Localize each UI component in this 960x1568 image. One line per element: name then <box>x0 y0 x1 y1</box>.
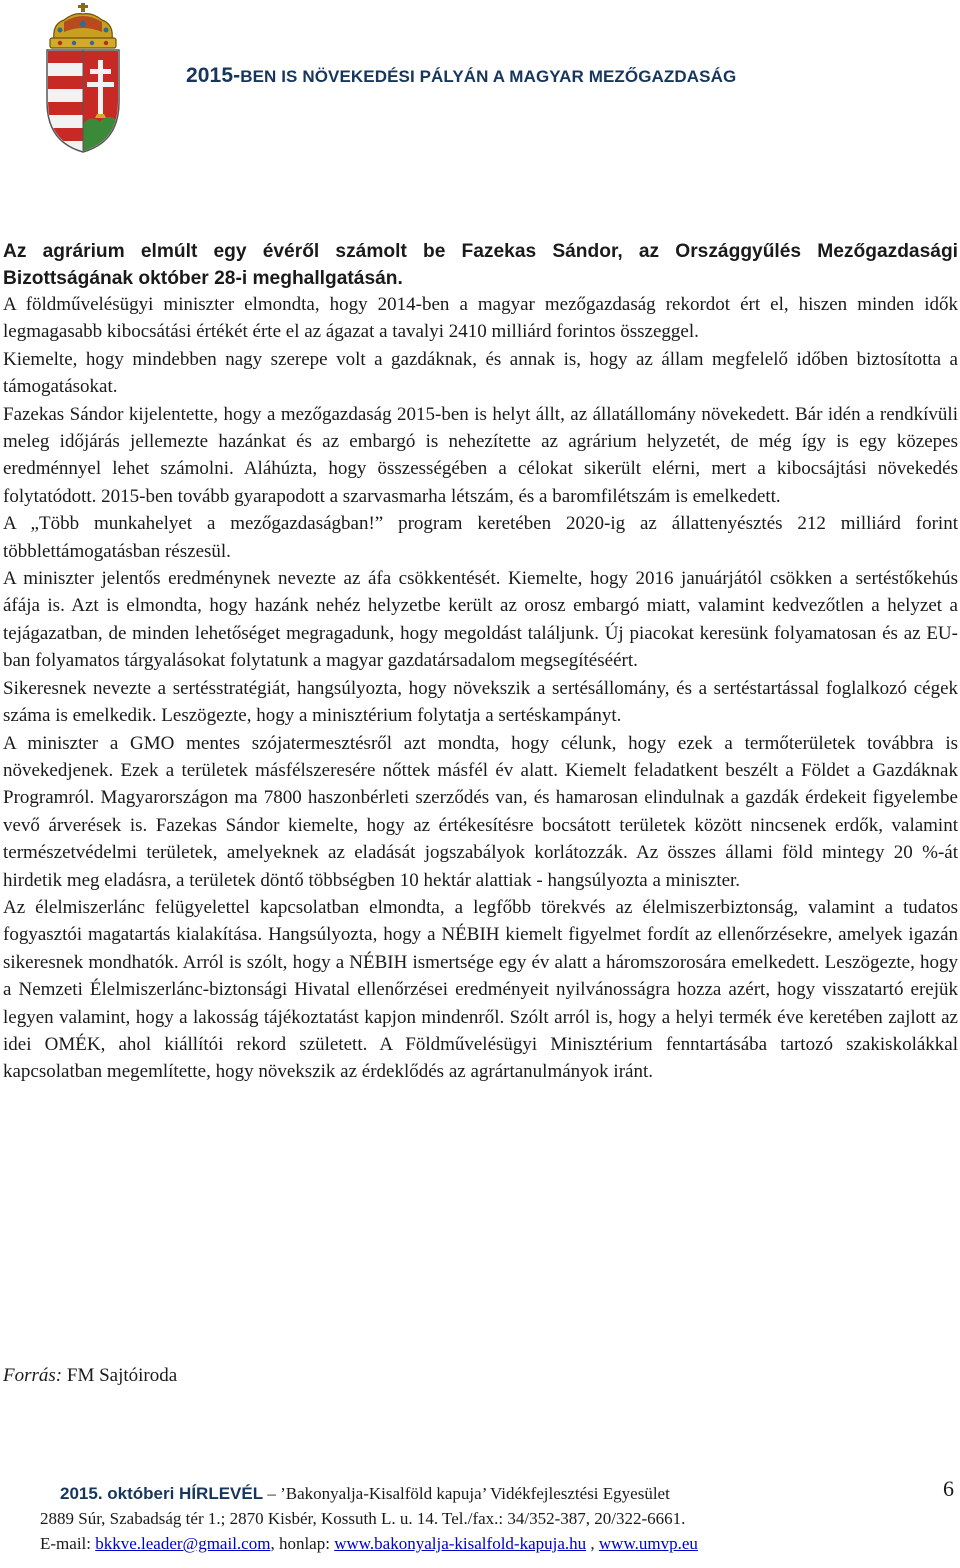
source-line <box>3 1365 177 1387</box>
footer-dash: – <box>263 1484 281 1503</box>
hungarian-coat-of-arms-icon <box>44 2 122 154</box>
article-paragraph-5: A miniszter jelentős eredménynek nevezte az áfa csökkentését. Kiemelte, hogy 2016 januárjától csökken a sertéstőkehús áfája is. Azt is elmondta, hogy hazánk nehéz helyzetbe került az orosz embargó miatt, valamint kedvezőtlen a helyzet a tejágazatban, de minden lehetőséget megragadunk, hogy megoldást találjunk. Új piacokat keresünk folyamatosan és az EU-ban folyamatos tárgyalásokat folytatunk a magyar gazdatársadalom megsegítéséért. <box>3 568 958 672</box>
article-paragraph-2: Kiemelte, hogy mindebben nagy szerepe volt a gazdáknak, és annak is, hogy az állam megfelelő időben biztosította a támogatásokat. <box>3 348 958 398</box>
page-number: 6 <box>943 1476 954 1501</box>
article-paragraph-6: Sikeresnek nevezte a sertésstratégiát, hangsúlyozta, hogy növekszik a sertésállomány, és a sertéstartással foglalkozó cégek száma is emelkedik. Leszögezte, hogy a minisztérium folytatja a sertéskampányt. <box>3 677 958 727</box>
header-title-lead: 2015- <box>186 64 241 87</box>
header-title-rest: BEN IS NÖVEKEDÉSI PÁLYÁN A MAGYAR MEZŐGAZDASÁG <box>240 67 737 86</box>
footer-email-link[interactable]: bkkve.leader@gmail.com <box>95 1534 271 1553</box>
article-intro: Az agrárium elmúlt egy évéről számolt be Fazekas Sándor, az Országgyűlés Mezőgazdasági Bizottságának október 28-i meghallgatásán. <box>3 241 958 289</box>
article-paragraph-1: A földművelésügyi miniszter elmondta, hogy 2014-ben a magyar mezőgazdaság rekordot ért el, hiszen minden idők legmagasabb kibocsátási értékét érte el az ágazat a tavalyi 2410 milliárd forintos összeggel. <box>3 294 958 343</box>
article-paragraph-8: Az élelmiszerlánc felügyelettel kapcsolatban elmondta, a legfőbb törekvés az élelmiszerbiztonság, valamint a tudatos fogyasztói magatartás kialakítása. Hangsúlyozta, hogy a NÉBIH kiemelt figyelmet fordít az ellenőrzésekre, amelyek igazán sikeresnek mondhatók. Arról is szólt, hogy a NÉBIH ismertsége egy év alatt a háromszorosára emelkedett. Leszögezte, hogy a Nemzeti Élelmiszerlánc-biztonsági Hivatal ellenőrzései eredményeit nyilvánosságra hozza azért, hogy visszatartó erejük legyen valamint, hogy a lakosság tájékoztatást kapjon mindenről. Szólt arról is, hogy a helyi termék éve keretében zajlott az idei OMÉK, ahol kiállítói rekord született. A Földművelésügyi Minisztérium fenntartásába tartozó szakiskolákkal kapcsolatban megemlítette, hogy növekszik az érdeklődés az agrártanulmányok iránt. <box>3 896 958 1083</box>
footer-email-label: E-mail: <box>40 1534 96 1553</box>
page-header-title <box>186 64 736 88</box>
article-paragraph-4: A „Több munkahelyet a mezőgazdaságban!” program keretében 2020-ig az állattenyésztés 212 milliárd forint többlettámogatásban részesül. <box>3 513 958 562</box>
footer-umvp-link[interactable]: www.umvp.eu <box>598 1534 698 1553</box>
footer-homepage-label: , honlap: <box>270 1534 335 1553</box>
footer-separator: , <box>586 1534 599 1553</box>
footer-newsletter: 2015. októberi HÍRLEVÉL <box>60 1484 264 1503</box>
footer-homepage-link[interactable]: www.bakonyalja-kisalfold-kapuja.hu <box>334 1534 587 1553</box>
footer-address: 2889 Súr, Szabadság tér 1.; 2870 Kisbér, Kossuth L. u. 14. Tel./fax.: 34/352-387, 20/322-6661. <box>40 1509 686 1528</box>
source-label: Forrás: <box>3 1365 63 1386</box>
source-value: FM Sajtóiroda <box>62 1365 178 1386</box>
footer-organization: ’Bakonyalja-Kisalföld kapuja’ Vidékfejlesztési Egyesület <box>280 1484 670 1503</box>
article-paragraph-7: A miniszter a GMO mentes szójatermesztésről azt mondta, hogy célunk, hogy ezek a termőterületek továbbra is növekedjenek. Ezek a területek másfélszeresére nőttek másfél év alatt. Kiemelt feladatkent beszélt a Földet a Gazdáknak Programról. Magyarországon ma 7800 haszonbérleti szerződés van, és hamarosan elindulnak a gazdák érdekeit figyelembe vevő árverések is. Fazekas Sándor kiemelte, hogy az értékesítésre bocsátott területek között nincsenek erdők, valamint természetvédelmi területek, amelyeknek az eladását jogszabályok korlátozzák. Az összes állami föld mintegy 20 %-át hirdetik meg eladásra, a területek döntő többségben 10 hektár alattiak - hangsúlyozta a miniszter. <box>3 732 958 891</box>
article-body <box>3 291 958 1086</box>
article-paragraph-3: Fazekas Sándor kijelentette, hogy a mezőgazdaság 2015-ben is helyt állt, az állatállomány növekedett. Bár idén a rendkívüli meleg időjárás jellemezte hazánkat és az embargó is nehezítette az agrárium helyzetét, de még így is egy közepes eredménnyel lehet számolni. Aláhúzta, hogy összességében a célokat sikerült elérni, mert a kibocsájtási növekedés folytatódott. 2015-ben tovább gyarapodott a szarvasmarha létszám, és a baromfilétszám is emelkedett. <box>3 403 958 507</box>
footer-newsletter-line <box>60 1484 670 1504</box>
footer-contact-line <box>40 1534 698 1554</box>
